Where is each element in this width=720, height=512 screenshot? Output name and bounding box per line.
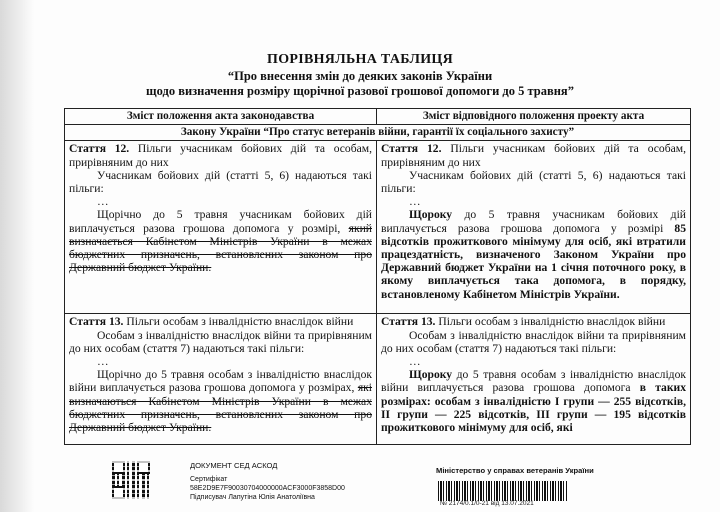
table-header-row [65,109,691,125]
paragraph [69,368,372,434]
barcode-icon [438,481,568,501]
document-subtitle-line-2: щодо визначення розміру щорічної разової грошової допомоги до 5 травня” [146,84,574,98]
document-subtitle-line-1: “Про внесення змін до деяких законів України [227,69,493,83]
text-bold: Щороку [409,208,453,222]
article-title: Пільги особам з інвалідністю внаслідок війни [438,315,666,329]
article-heading [381,315,686,328]
column-header-current: Зміст положення акта законодавства [65,109,377,125]
ellipsis: … [409,195,421,209]
article-number: Стаття 12. [381,142,442,156]
article-title: Пільги учасникам бойових дій та особам, прирівняним до них [69,142,373,169]
article-heading [69,315,372,328]
signer-name: Підписувач Лапутіна Юлія Анатоліївна [190,494,315,501]
article-title: Пільги особам з інвалідністю внаслідок війни [126,315,354,329]
text-struck: які визначаються Кабінетом Міністрів України в межах бюджетних призначень, встановлених законом про Державний бюджет України. [69,381,372,435]
paragraph: Учасникам бойових дій (статті 5, 6) надаються такі пільги: [381,168,686,196]
article-12-proposed [377,141,691,314]
paragraph: Особам з інвалідністю внаслідок війни та прирівняним до них особам (стаття 7) надаються такі пільги: [381,328,686,355]
ellipsis: … [97,195,109,209]
article-13-proposed [377,314,691,445]
ellipsis: … [409,355,421,369]
paragraph: Учасникам бойових дій (статті 5, 6) надаються такі пільги: [69,168,372,196]
article-13-current [65,314,377,445]
table-row [65,141,691,314]
article-12-current [65,141,377,314]
text-struck: який визначається Кабінетом Міністрів України в межах бюджетних призначень, встановлених законом про Державний бюджет України. [69,221,372,275]
registration-number: № 2174/0.1/0-21 від 13.07.2021 [440,500,534,507]
comparison-table [64,108,691,445]
article-number: Стаття 13. [69,315,124,329]
text-plain: до 5 травня учасникам бойових дій виплачується разова грошова допомога у розмірі [381,208,686,235]
text-plain: Щорічно до 5 травня учасникам бойових дій виплачується разова грошова допомога у розмірі, [69,208,372,235]
qr-code-icon [112,461,150,499]
column-header-proposed: Зміст відповідного положення проекту акта [377,109,691,125]
text-plain: до 5 травня особам з інвалідністю внаслідок війни виплачується разова грошова допомога [381,368,686,395]
paragraph [69,208,372,274]
text-bold: 85 відсотків прожиткового мінімуму для осіб, які втратили працездатність, визначеного Законом України про Державний бюджет України на 1 січня поточного року, в якому виплачується така допомога, в порядку, встановленому Кабінетом Міністрів України. [381,221,686,301]
paragraph [381,208,686,300]
article-heading [381,142,686,168]
text-plain: Щорічно до 5 травня особам з інвалідністю внаслідок війни виплачується разова грошова допомога у розмірах, [69,368,372,395]
qr-finder [137,461,150,474]
article-number: Стаття 13. [381,315,436,329]
paragraph: Особам з інвалідністю внаслідок війни та прирівняним до них особам (стаття 7) надаються такі пільги: [69,328,372,355]
law-name: Закону України “Про статус ветеранів війни, гарантії їх соціального захисту” [65,125,691,141]
ministry-name: Міністерство у справах ветеранів України [436,466,594,475]
certificate-label: Сертифікат [190,476,228,483]
text-bold: в таких розмірах: особам з інвалідністю I групи — 255 відсотків, II групи — 225 відсотків, III групи — 195 відсотків прожиткового мінімуму для осіб, які [381,381,686,435]
ellipsis: … [97,355,109,369]
law-name-row [65,125,691,141]
table-row [65,314,691,445]
paragraph [381,368,686,434]
certificate-value: 58E2D9E7F90030704000000ACF3000F3858D00 [190,485,345,492]
document-title: ПОРІВНЯЛЬНА ТАБЛИЦЯ [267,52,453,67]
article-title: Пільги учасникам бойових дій та особам, прирівняним до них [381,142,687,169]
edms-label: ДОКУМЕНТ СЕД АСКОД [190,461,278,470]
article-heading [69,142,372,168]
qr-finder [112,461,125,474]
text-bold: Щороку [409,368,453,382]
qr-finder [112,486,125,499]
article-number: Стаття 12. [69,142,130,156]
